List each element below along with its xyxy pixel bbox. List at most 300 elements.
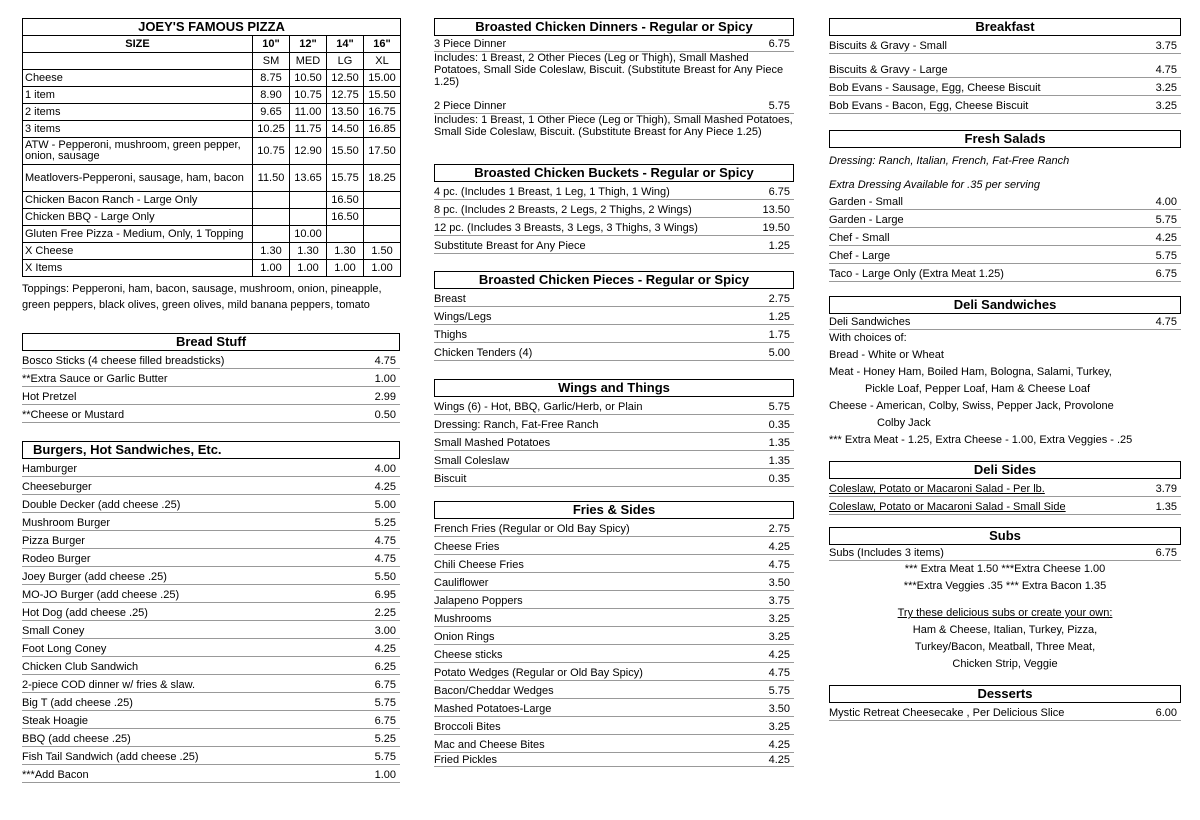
deli-choices: With choices of: <box>829 332 907 344</box>
pizza-price: 10.75 <box>290 87 327 104</box>
menu-item <box>829 497 1181 515</box>
pizza-price <box>290 192 327 209</box>
menu-item <box>829 36 1181 54</box>
menu-item <box>434 218 794 236</box>
pizza-price: 1.50 <box>364 243 401 260</box>
pizza-price: 15.00 <box>364 70 401 87</box>
menu-item <box>829 314 1181 330</box>
item-price: 6.25 <box>374 661 396 673</box>
item-price: 4.75 <box>374 355 396 367</box>
pizza-row <box>23 87 401 104</box>
menu-item <box>434 397 794 415</box>
item-name: Joey Burger (add cheese .25) <box>22 571 167 583</box>
deli-cheese-cont: Colby Jack <box>877 417 931 429</box>
item-description: Includes: 1 Breast, 1 Other Piece (Leg or Thigh), Small Mashed Potatoes, Small Side Coleslaw, Biscuit. (Substitute Breast for Any Piece 1.25) <box>434 114 793 138</box>
item-name: Biscuits & Gravy - Large <box>829 64 948 76</box>
deli-bread: Bread - White or Wheat <box>829 349 944 361</box>
item-price: 1.75 <box>768 329 790 341</box>
pizza-price <box>290 209 327 226</box>
menu-item <box>434 699 794 717</box>
item-price: 4.25 <box>374 643 396 655</box>
pizza-price: 16.50 <box>327 192 364 209</box>
item-price: 4.25 <box>1155 232 1177 244</box>
pizza-price: 10.00 <box>290 226 327 243</box>
menu-item <box>434 98 794 113</box>
deli-meat-cont: Pickle Loaf, Pepper Loaf, Ham & Cheese Loaf <box>865 383 1091 395</box>
item-price: 5.75 <box>374 697 396 709</box>
menu-item <box>22 585 400 603</box>
pizza-row <box>23 260 401 277</box>
item-name: Cheeseburger <box>22 481 92 493</box>
pizza-name: ATW - Pepperoni, mushroom, green pepper, onion, sausage <box>23 138 253 165</box>
item-price: 19.50 <box>762 222 790 234</box>
size-label: SIZE <box>23 36 253 53</box>
menu-item <box>434 451 794 469</box>
subs-extra-1: *** Extra Meat 1.50 ***Extra Cheese 1.00 <box>904 563 1106 575</box>
dinners-section <box>434 36 794 138</box>
menu-item <box>434 627 794 645</box>
item-name: Biscuits & Gravy - Small <box>829 40 947 52</box>
wings-title: Wings and Things <box>434 379 794 397</box>
item-price: 4.75 <box>1155 64 1177 76</box>
menu-item <box>22 351 400 369</box>
menu-item <box>829 479 1181 497</box>
pizza-price: 12.50 <box>327 70 364 87</box>
pizza-price: 1.00 <box>327 260 364 277</box>
deli-sides-list <box>829 479 1181 515</box>
item-price: 4.25 <box>768 649 790 661</box>
item-name: Coleslaw, Potato or Macaroni Salad - Per lb. <box>829 483 1045 495</box>
menu-item <box>434 36 794 51</box>
menu-item <box>22 531 400 549</box>
item-price: 3.50 <box>768 577 790 589</box>
item-price: 3.25 <box>768 721 790 733</box>
item-price: 5.75 <box>374 751 396 763</box>
item-name: Small Mashed Potatoes <box>434 437 551 449</box>
menu-item <box>22 513 400 531</box>
pizza-name: Chicken Bacon Ranch - Large Only <box>23 192 253 209</box>
item-name: 4 pc. (Includes 1 Breast, 1 Leg, 1 Thigh, 1 Wing) <box>434 186 670 198</box>
menu-item <box>434 415 794 433</box>
menu-item <box>22 567 400 585</box>
item-price: 1.35 <box>768 437 790 449</box>
item-price: 3.25 <box>768 631 790 643</box>
breakfast-title: Breakfast <box>829 18 1181 36</box>
salads-title: Fresh Salads <box>829 130 1181 148</box>
menu-item <box>22 639 400 657</box>
menu-item <box>434 182 794 200</box>
bread-list <box>22 351 400 423</box>
menu-item <box>22 603 400 621</box>
pizza-name: 2 items <box>23 104 253 121</box>
pizza-name: Meatlovers-Pepperoni, sausage, ham, bacon <box>23 165 253 192</box>
pizza-price: 16.50 <box>327 209 364 226</box>
item-price: 5.75 <box>768 401 790 413</box>
item-name: Chicken Club Sandwich <box>22 661 139 673</box>
buckets-list <box>434 182 794 254</box>
item-price: 1.00 <box>374 373 396 385</box>
pizza-price: 13.65 <box>290 165 327 192</box>
menu-item <box>434 325 794 343</box>
pizza-name: X Cheese <box>23 243 253 260</box>
item-name: Big T (add cheese .25) <box>22 697 133 709</box>
item-price: 13.50 <box>762 204 790 216</box>
item-name: Garden - Small <box>829 196 903 208</box>
item-name: Substitute Breast for Any Piece <box>434 240 586 252</box>
menu-item <box>829 78 1181 96</box>
item-name: Wings (6) - Hot, BBQ, Garlic/Herb, or Plain <box>434 401 643 413</box>
desserts-list <box>829 703 1181 721</box>
item-price: 6.75 <box>374 679 396 691</box>
pizza-price: 10.75 <box>253 138 290 165</box>
size-inch: 14" <box>327 36 364 53</box>
item-name: Subs (Includes 3 items) <box>829 547 944 559</box>
item-name: Steak Hoagie <box>22 715 89 727</box>
item-name: 2 Piece Dinner <box>434 100 507 112</box>
pizza-row <box>23 165 401 192</box>
item-price: 4.75 <box>374 553 396 565</box>
item-name: Hamburger <box>22 463 78 475</box>
menu-item <box>434 681 794 699</box>
item-name: Fish Tail Sandwich (add cheese .25) <box>22 751 199 763</box>
menu-item <box>829 210 1181 228</box>
item-name: Breast <box>434 293 466 305</box>
item-name: MO-JO Burger (add cheese .25) <box>22 589 180 601</box>
item-name: 2-piece COD dinner w/ fries & slaw. <box>22 679 196 691</box>
pizza-price: 11.00 <box>290 104 327 121</box>
size-code: XL <box>364 53 401 70</box>
item-name: **Extra Sauce or Garlic Butter <box>22 373 168 385</box>
menu-item <box>434 289 794 307</box>
burgers-title: Burgers, Hot Sandwiches, Etc. <box>22 441 400 459</box>
item-name: 3 Piece Dinner <box>434 38 507 50</box>
item-price: 4.25 <box>374 481 396 493</box>
item-price: 5.75 <box>1155 214 1177 226</box>
item-price: 4.75 <box>768 559 790 571</box>
pizza-price: 15.50 <box>364 87 401 104</box>
item-name: Biscuit <box>434 473 467 485</box>
menu-item <box>434 343 794 361</box>
menu-item <box>22 747 400 765</box>
item-name: Coleslaw, Potato or Macaroni Salad - Small Side <box>829 501 1066 513</box>
pizza-price: 16.75 <box>364 104 401 121</box>
item-name: Garden - Large <box>829 214 904 226</box>
salad-extra-note: Extra Dressing Available for .35 per serving <box>829 179 1040 191</box>
menu-item <box>22 549 400 567</box>
pizza-price: 1.00 <box>253 260 290 277</box>
menu-item <box>829 60 1181 78</box>
size-code: MED <box>290 53 327 70</box>
subs-list-1: Ham & Cheese, Italian, Turkey, Pizza, <box>912 624 1098 636</box>
item-price: 1.25 <box>768 240 790 252</box>
deli-cheese: Cheese - American, Colby, Swiss, Pepper Jack, Provolone <box>829 400 1114 412</box>
menu-item <box>434 537 794 555</box>
item-price: 4.75 <box>768 667 790 679</box>
deli-title: Deli Sandwiches <box>829 296 1181 314</box>
pizza-table <box>22 18 401 277</box>
pizza-row <box>23 192 401 209</box>
item-price: 4.25 <box>768 541 790 553</box>
item-price: 0.50 <box>374 409 396 421</box>
size-inch: 10" <box>253 36 290 53</box>
pizza-toppings: Toppings: Pepperoni, ham, bacon, sausage, mushroom, onion, pineapple, green peppers, black olives, green olives, mild banana peppers, tomato <box>22 283 382 311</box>
pizza-price <box>364 226 401 243</box>
item-name: Cauliflower <box>434 577 489 589</box>
item-name: Pizza Burger <box>22 535 85 547</box>
menu-item <box>434 519 794 537</box>
pizza-price <box>253 192 290 209</box>
menu-item <box>434 555 794 573</box>
item-price: 2.25 <box>374 607 396 619</box>
deli-extras: *** Extra Meat - 1.25, Extra Cheese - 1.00, Extra Veggies - .25 <box>829 434 1133 446</box>
item-name: Small Coney <box>22 625 85 637</box>
deli-section <box>829 314 1181 449</box>
menu-item <box>434 573 794 591</box>
deli-meat: Meat - Honey Ham, Boiled Ham, Bologna, Salami, Turkey, <box>829 366 1112 378</box>
pizza-row <box>23 243 401 260</box>
item-price: 4.25 <box>768 739 790 751</box>
subs-title: Subs <box>829 527 1181 545</box>
burgers-list <box>22 459 400 783</box>
subs-extra-2: ***Extra Veggies .35 *** Extra Bacon 1.35 <box>903 580 1107 592</box>
item-price: 0.35 <box>768 419 790 431</box>
pizza-price: 16.85 <box>364 121 401 138</box>
pizza-price: 15.75 <box>327 165 364 192</box>
menu-item <box>829 96 1181 114</box>
item-name: Potato Wedges (Regular or Old Bay Spicy) <box>434 667 643 679</box>
pizza-price: 8.90 <box>253 87 290 104</box>
pizza-price: 11.75 <box>290 121 327 138</box>
item-name: Mystic Retreat Cheesecake , Per Delicious Slice <box>829 707 1065 719</box>
item-name: Cheese sticks <box>434 649 503 661</box>
bread-title: Bread Stuff <box>22 333 400 351</box>
item-price: 5.00 <box>768 347 790 359</box>
pizza-price <box>364 192 401 209</box>
menu-item <box>829 545 1181 561</box>
item-name: Deli Sandwiches <box>829 316 911 328</box>
item-name: Mushroom Burger <box>22 517 111 529</box>
menu-item <box>829 228 1181 246</box>
size-code: LG <box>327 53 364 70</box>
pizza-price: 13.50 <box>327 104 364 121</box>
pizza-price: 17.50 <box>364 138 401 165</box>
menu-item <box>22 729 400 747</box>
item-name: 12 pc. (Includes 3 Breasts, 3 Legs, 3 Thighs, 3 Wings) <box>434 222 698 234</box>
item-name: **Cheese or Mustard <box>22 409 125 421</box>
item-name: Double Decker (add cheese .25) <box>22 499 181 511</box>
pizza-price: 12.90 <box>290 138 327 165</box>
item-name: Mushrooms <box>434 613 492 625</box>
item-price: 5.25 <box>374 733 396 745</box>
item-name: Bob Evans - Bacon, Egg, Cheese Biscuit <box>829 100 1029 112</box>
item-price: 6.00 <box>1155 707 1177 719</box>
menu-item <box>829 192 1181 210</box>
item-name: Thighs <box>434 329 468 341</box>
item-price: 5.75 <box>768 685 790 697</box>
menu-item <box>22 369 400 387</box>
item-name: Small Coleslaw <box>434 455 510 467</box>
subs-try: Try these delicious subs or create your own: <box>897 607 1113 619</box>
item-price: 1.00 <box>374 769 396 781</box>
menu-item <box>434 236 794 254</box>
item-price: 3.50 <box>768 703 790 715</box>
pizza-price: 15.50 <box>327 138 364 165</box>
item-price: 6.75 <box>1155 547 1177 559</box>
item-name: BBQ (add cheese .25) <box>22 733 131 745</box>
pizza-price: 11.50 <box>253 165 290 192</box>
pizza-name: Gluten Free Pizza - Medium, Only, 1 Topping <box>23 226 253 243</box>
menu-item <box>22 765 400 783</box>
pizza-name: X Items <box>23 260 253 277</box>
menu-item <box>829 264 1181 282</box>
item-price: 4.75 <box>1155 316 1177 328</box>
dinners-title: Broasted Chicken Dinners - Regular or Spicy <box>434 18 794 36</box>
item-price: 4.00 <box>374 463 396 475</box>
fries-list <box>434 519 794 767</box>
pizza-row <box>23 104 401 121</box>
item-name: Chef - Small <box>829 232 890 244</box>
subs-list-2: Turkey/Bacon, Meatball, Three Meat, <box>914 641 1096 653</box>
item-name: Dressing: Ranch, Fat-Free Ranch <box>434 419 599 431</box>
item-price: 5.50 <box>374 571 396 583</box>
item-name: Bob Evans - Sausage, Egg, Cheese Biscuit <box>829 82 1041 94</box>
menu-item <box>22 675 400 693</box>
item-name: Wings/Legs <box>434 311 492 323</box>
menu-item <box>434 663 794 681</box>
item-price: 1.35 <box>768 455 790 467</box>
pizza-price <box>327 226 364 243</box>
pieces-title: Broasted Chicken Pieces - Regular or Spicy <box>434 271 794 289</box>
pizza-price <box>253 209 290 226</box>
item-price: 6.95 <box>374 589 396 601</box>
size-code: SM <box>253 53 290 70</box>
menu-item <box>434 753 794 767</box>
menu-item <box>434 609 794 627</box>
pizza-price <box>253 226 290 243</box>
item-name: Mac and Cheese Bites <box>434 739 545 751</box>
size-inch: 12" <box>290 36 327 53</box>
pizza-price: 1.30 <box>327 243 364 260</box>
menu-item <box>434 433 794 451</box>
pizza-row <box>23 121 401 138</box>
item-price: 2.99 <box>374 391 396 403</box>
menu-item <box>22 495 400 513</box>
pizza-price: 1.00 <box>364 260 401 277</box>
item-price: 4.25 <box>768 754 790 766</box>
menu-item <box>434 469 794 487</box>
item-name: Fried Pickles <box>434 754 497 766</box>
item-name: Chili Cheese Fries <box>434 559 524 571</box>
pizza-price: 1.30 <box>253 243 290 260</box>
pizza-name: Chicken BBQ - Large Only <box>23 209 253 226</box>
salad-dressing-note: Dressing: Ranch, Italian, French, Fat-Free Ranch <box>829 155 1070 167</box>
item-price: 3.75 <box>1155 40 1177 52</box>
pizza-price: 12.75 <box>327 87 364 104</box>
subs-list-3: Chicken Strip, Veggie <box>952 658 1058 670</box>
wings-list <box>434 397 794 487</box>
pizza-price: 10.50 <box>290 70 327 87</box>
pizza-row <box>23 70 401 87</box>
item-name: Cheese Fries <box>434 541 500 553</box>
menu-column-3 <box>829 18 1181 721</box>
pizza-price: 14.50 <box>327 121 364 138</box>
item-name: Jalapeno Poppers <box>434 595 523 607</box>
item-name: Chef - Large <box>829 250 891 262</box>
item-name: Hot Pretzel <box>22 391 77 403</box>
item-name: Foot Long Coney <box>22 643 107 655</box>
item-price: 3.25 <box>768 613 790 625</box>
menu-item <box>22 711 400 729</box>
item-name: Mashed Potatoes-Large <box>434 703 552 715</box>
menu-column-2 <box>434 18 794 767</box>
menu-item <box>22 387 400 405</box>
item-price: 5.25 <box>374 517 396 529</box>
pizza-row <box>23 209 401 226</box>
item-name: 8 pc. (Includes 2 Breasts, 2 Legs, 2 Thighs, 2 Wings) <box>434 204 692 216</box>
item-price: 1.35 <box>1155 501 1177 513</box>
pizza-name: Cheese <box>23 70 253 87</box>
menu-item <box>22 621 400 639</box>
breakfast-list <box>829 36 1181 114</box>
item-name: Onion Rings <box>434 631 495 643</box>
size-label-empty <box>23 53 253 70</box>
buckets-title: Broasted Chicken Buckets - Regular or Spicy <box>434 164 794 182</box>
menu-item <box>434 735 794 753</box>
item-description: Includes: 1 Breast, 2 Other Pieces (Leg or Thigh), Small Mashed Potatoes, Small Side Coleslaw, Biscuit. (Substitute Breast for Any Piece 1.25) <box>434 51 794 88</box>
item-price: 5.00 <box>374 499 396 511</box>
item-price: 4.75 <box>374 535 396 547</box>
fries-title: Fries & Sides <box>434 501 794 519</box>
pizza-price: 1.00 <box>290 260 327 277</box>
pizza-title: JOEY'S FAMOUS PIZZA <box>23 19 401 36</box>
item-name: Hot Dog (add cheese .25) <box>22 607 148 619</box>
deli-sides-title: Deli Sides <box>829 461 1181 479</box>
item-name: Broccoli Bites <box>434 721 501 733</box>
item-price: 3.25 <box>1155 82 1177 94</box>
menu-item <box>829 703 1181 721</box>
menu-item <box>22 477 400 495</box>
item-price: 1.25 <box>768 311 790 323</box>
item-price: 3.75 <box>768 595 790 607</box>
item-name: Bacon/Cheddar Wedges <box>434 685 554 697</box>
pizza-row <box>23 138 401 165</box>
item-price: 3.00 <box>374 625 396 637</box>
desserts-title: Desserts <box>829 685 1181 703</box>
pizza-name: 1 item <box>23 87 253 104</box>
salads-list <box>829 192 1181 282</box>
pizza-price: 1.30 <box>290 243 327 260</box>
pizza-price <box>364 209 401 226</box>
pizza-price: 18.25 <box>364 165 401 192</box>
item-price: 5.75 <box>768 100 790 112</box>
item-price: 2.75 <box>768 293 790 305</box>
item-price: 4.00 <box>1155 196 1177 208</box>
pieces-list <box>434 289 794 361</box>
item-name: Chicken Tenders (4) <box>434 347 533 359</box>
menu-item <box>22 405 400 423</box>
menu-item <box>434 307 794 325</box>
pizza-price: 9.65 <box>253 104 290 121</box>
menu-item <box>434 591 794 609</box>
item-price: 6.75 <box>768 186 790 198</box>
menu-item <box>434 200 794 218</box>
menu-item <box>434 717 794 735</box>
item-price: 0.35 <box>768 473 790 485</box>
menu-column-1 <box>22 18 400 783</box>
item-price: 3.25 <box>1155 100 1177 112</box>
item-name: Taco - Large Only (Extra Meat 1.25) <box>829 268 1004 280</box>
item-price: 5.75 <box>1155 250 1177 262</box>
